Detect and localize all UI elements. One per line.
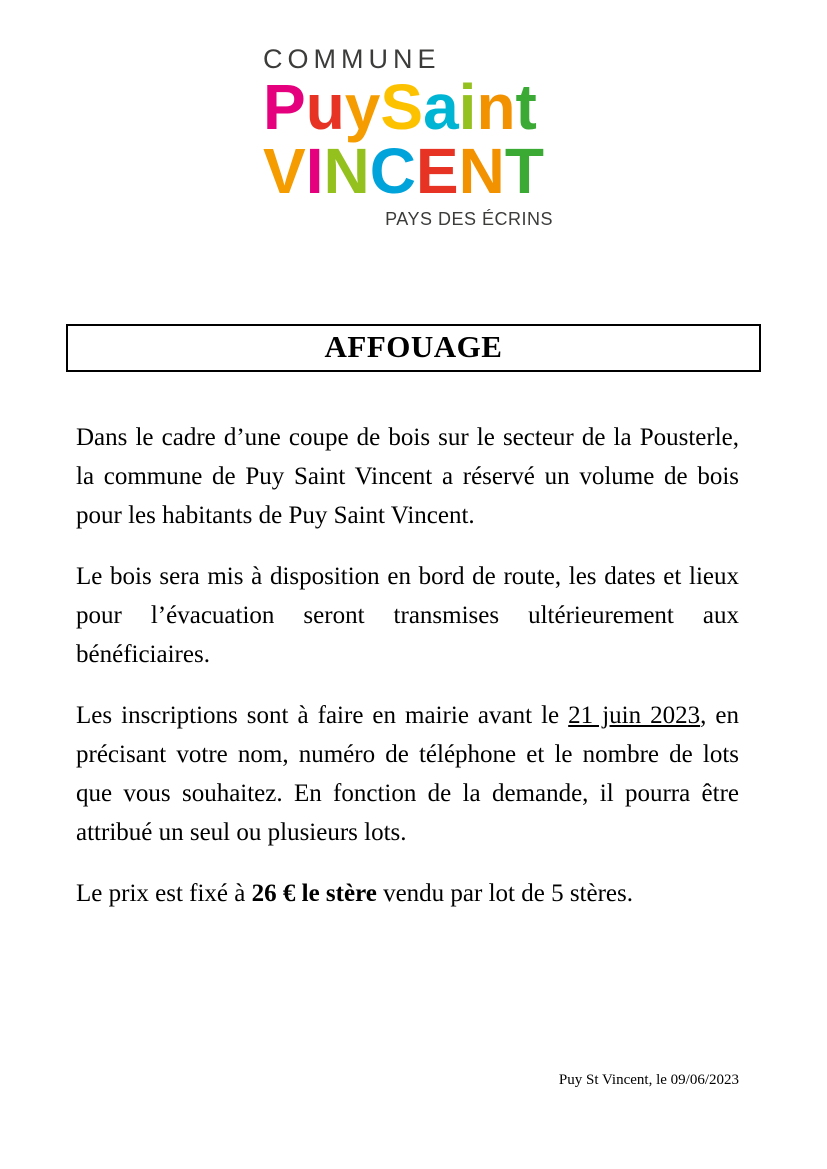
logo-letter: N xyxy=(323,135,370,207)
text-segment: , en précisant votre nom, numéro de téléphone et le nombre de lots que vous souhaitez. En fonction de la demande, il pourra être attribué un seul ou plusieurs lots. xyxy=(76,702,739,846)
paragraph xyxy=(76,874,739,913)
text-segment: vendu par lot de 5 stères. xyxy=(376,880,633,907)
logo-letter: S xyxy=(380,71,424,143)
logo-letter: y xyxy=(344,71,381,143)
paragraph xyxy=(76,696,739,852)
text-segment: Dans le cadre d’une coupe de bois sur le secteur de la Pousterle, la commune de Puy Saint Vincent a réservé un volume de bois pour les habitants de Puy Saint Vincent. xyxy=(76,424,739,529)
logo-letter: P xyxy=(263,71,306,143)
title-box xyxy=(66,324,761,372)
text-segment: Le bois sera mis à disposition en bord de route, les dates et lieux pour l’évacuation seront transmises ultérieurement aux bénéficiaires. xyxy=(76,563,739,668)
logo-letter: V xyxy=(263,135,306,207)
document-title: AFFOUAGE xyxy=(324,329,503,364)
text-segment: 26 € le stère xyxy=(251,880,377,907)
logo-letter: E xyxy=(415,135,459,207)
text-segment: Les inscriptions sont à faire en mairie avant le xyxy=(76,702,569,729)
logo-letter: i xyxy=(458,71,477,143)
logo-letter: a xyxy=(423,71,459,143)
document-footer: Puy St Vincent, le 09/06/2023 xyxy=(558,1072,739,1088)
logo-letter: C xyxy=(369,135,416,207)
paragraph xyxy=(76,557,739,674)
logo-letter: T xyxy=(504,135,544,207)
logo-letter: I xyxy=(305,135,324,207)
paragraph xyxy=(76,418,739,535)
logo-commune-text: COMMUNE xyxy=(263,44,441,74)
logo-vincent-text xyxy=(263,135,553,207)
text-segment: Le prix est fixé à xyxy=(76,880,252,907)
document-body xyxy=(76,418,739,913)
logo-letter: n xyxy=(476,71,516,143)
logo-puysaint-text xyxy=(263,71,553,143)
logo-letter: t xyxy=(515,71,537,143)
commune-logo xyxy=(263,0,553,230)
logo-letter: u xyxy=(305,71,345,143)
logo-pays-des-ecrins-text: PAYS DES ÉCRINS xyxy=(385,209,553,229)
text-segment: 21 juin 2023 xyxy=(568,702,701,729)
logo-letter: N xyxy=(458,135,505,207)
